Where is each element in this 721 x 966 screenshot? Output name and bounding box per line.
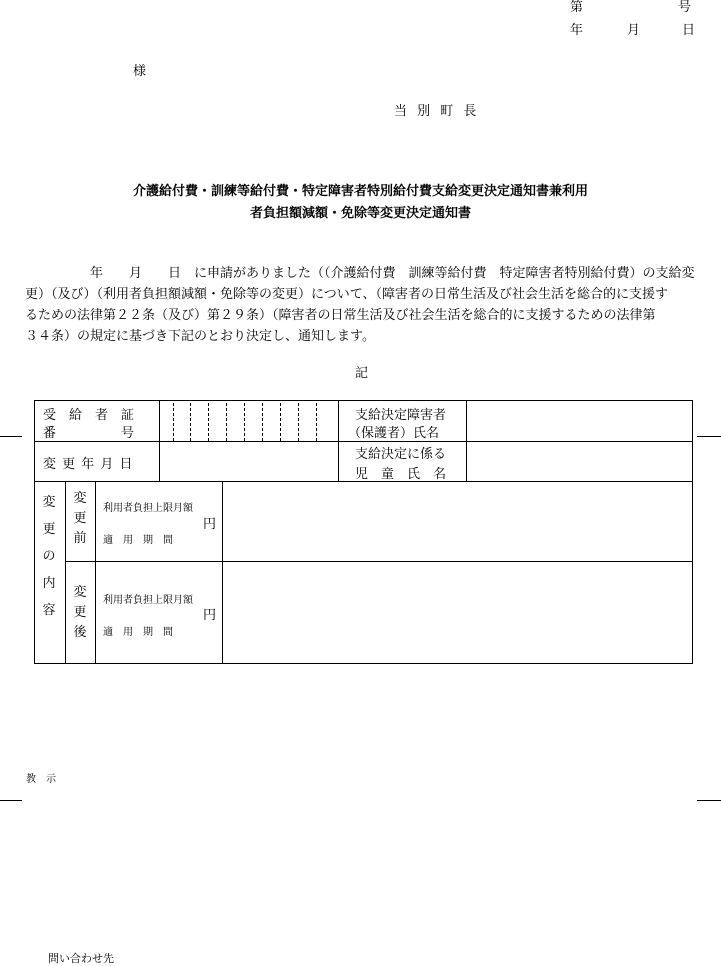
guardian-label-1: 支給決定障害者 xyxy=(355,408,447,423)
after-period-label: 適 用 期 間 xyxy=(103,627,173,638)
document-title-line1: 介護給付費・訓練等給付費・特定障害者特別給付費支給変更決定通知書兼利用 xyxy=(132,184,588,199)
ki-label: 記 xyxy=(355,366,369,381)
before-burden-limit-label: 利用者負担上限月額 xyxy=(103,503,193,514)
child-label-2: 児 童 氏 名 xyxy=(355,467,447,482)
body-line-2: 更）（及び）（利用者負担額減額・免除等の変更）について、（障害者の日常生活及び社会生活を総合的に支援す xyxy=(25,287,668,302)
margin-mark-left-bottom xyxy=(0,800,22,801)
guardian-label-2: （保護者）氏名 xyxy=(348,426,440,441)
body-line-1: 年 月 日 に申請がありました（（介護給付費 訓練等給付費 特定障害者特別給付費）の支給変 xyxy=(90,266,695,281)
number-go-label: 号 xyxy=(678,0,692,15)
after-burden-limit-label: 利用者負担上限月額 xyxy=(103,595,193,606)
margin-mark-left-top xyxy=(0,436,22,437)
number-dai-label: 第 xyxy=(570,0,584,15)
date-day-label: 日 xyxy=(682,23,696,38)
document-title-line2: 者負担額減額・免除等変更決定通知書 xyxy=(249,206,471,221)
after-yen-label: 円 xyxy=(203,608,217,623)
decision-table xyxy=(34,400,693,664)
child-label-1: 支給決定に係る xyxy=(355,447,447,462)
before-yen-label: 円 xyxy=(203,517,217,532)
body-line-4: ３４条）の規定に基づき下記のとおり決定し、通知します。 xyxy=(25,329,375,344)
margin-mark-right-top xyxy=(697,436,721,437)
instruction-label: 教 示 xyxy=(26,774,56,785)
before-period-label: 適 用 期 間 xyxy=(103,535,173,546)
recipient-cert-label-2: 番 号 xyxy=(43,426,135,441)
recipient-cert-label-1: 受 給 者 証 xyxy=(43,408,135,423)
margin-mark-right-bottom xyxy=(697,800,721,801)
issuer-name: 当 別 町 長 xyxy=(394,104,480,119)
date-year-label: 年 xyxy=(570,23,584,38)
date-month-label: 月 xyxy=(627,23,641,38)
change-date-label: 変 更 年 月 日 xyxy=(43,457,134,472)
recipient-sama: 様 xyxy=(133,64,147,79)
content-label: 変 更 の 内 容 xyxy=(42,495,56,618)
body-line-3: るための法律第２２条（及び）第２９条）（障害者の日常生活及び社会生活を総合的に支援するための法律第 xyxy=(25,308,656,323)
before-label: 変 更 前 xyxy=(73,491,87,546)
after-label: 変 更 後 xyxy=(73,585,87,640)
contact-label: 問い合わせ先 xyxy=(48,952,114,965)
